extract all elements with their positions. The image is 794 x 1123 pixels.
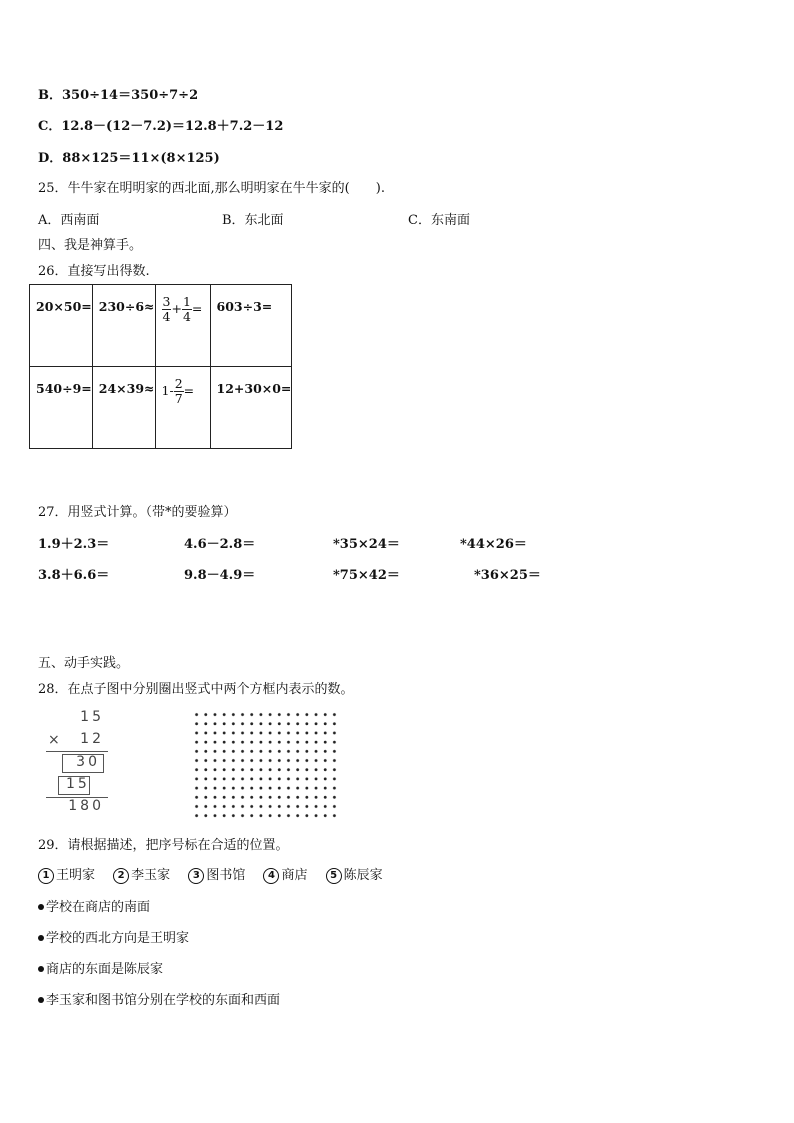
question-29-stem: 29．请根据描述，把序号标在合适的位置。 bbox=[38, 838, 289, 853]
bullet-icon bbox=[38, 904, 44, 910]
legend-item: 1 王明家 bbox=[38, 868, 95, 883]
q27-item: *35×24＝ bbox=[333, 537, 400, 552]
q27-item: 9.8－4.9＝ bbox=[184, 568, 256, 583]
cell-fraction-sum: $\frac{3}{4}$ + $\frac{1}{4}$ = bbox=[155, 285, 210, 367]
clue: 商店的东面是陈辰家 bbox=[38, 958, 163, 977]
section-5-heading: 五、动手实践。 bbox=[38, 656, 130, 671]
mental-math-table bbox=[29, 284, 292, 449]
option-c: C．12.8－(12－7.2)＝12.8＋7.2－12 bbox=[38, 119, 284, 134]
bullet-icon bbox=[38, 966, 44, 972]
cell-603div3: 603÷3= bbox=[210, 285, 292, 367]
clue: 李玉家和图书馆分别在学校的东面和西面 bbox=[38, 989, 280, 1008]
legend-item: 2 李玉家 bbox=[113, 868, 170, 883]
circled-number-2: 2 bbox=[113, 868, 129, 884]
circled-number-5: 5 bbox=[326, 868, 342, 884]
place-legend bbox=[38, 864, 383, 884]
question-26-stem: 26．直接写出得数. bbox=[38, 264, 150, 279]
q27-item: *36×25＝ bbox=[474, 568, 541, 583]
cell-230div6: 230÷6≈ bbox=[92, 285, 155, 367]
legend-item: 3 图书馆 bbox=[188, 868, 245, 883]
clue: 学校在商店的南面 bbox=[38, 896, 150, 915]
q25-option-c: C．东南面 bbox=[408, 213, 470, 228]
vertical-multiplication bbox=[44, 707, 110, 817]
circled-number-3: 3 bbox=[188, 868, 204, 884]
cell-20x50: 20×50= bbox=[30, 285, 93, 367]
dot-grid[interactable] bbox=[192, 710, 340, 820]
clue: 学校的西北方向是王明家 bbox=[38, 927, 189, 946]
question-28-stem: 28．在点子图中分别圈出竖式中两个方框内表示的数。 bbox=[38, 682, 354, 697]
product: 180 bbox=[68, 798, 104, 814]
cell-24x39: 24×39≈ bbox=[92, 367, 155, 449]
question-25-stem: 25．牛牛家在明明家的西北面,那么明明家在牛牛家的( ). bbox=[38, 181, 385, 196]
option-d: D．88×125＝11×(8×125) bbox=[38, 151, 220, 166]
q27-item: 1.9＋2.3＝ bbox=[38, 537, 110, 552]
cell-one-minus-fraction: 1- $\frac{2}{7}$ = bbox=[155, 367, 210, 449]
q27-item: *75×42＝ bbox=[333, 568, 400, 583]
cell-540div9: 540÷9= bbox=[30, 367, 93, 449]
q25-option-b: B．东北面 bbox=[222, 213, 284, 228]
multiplicand: 15 bbox=[80, 709, 104, 725]
q27-item: 4.6－2.8＝ bbox=[184, 537, 256, 552]
legend-item: 4 商店 bbox=[263, 868, 307, 883]
partial-product-1: 30 bbox=[76, 754, 100, 770]
section-4-heading: 四、我是神算手。 bbox=[38, 238, 143, 253]
legend-item: 5 陈辰家 bbox=[326, 868, 383, 883]
bullet-icon bbox=[38, 935, 44, 941]
multiplier: 12 bbox=[80, 731, 104, 747]
bullet-icon bbox=[38, 997, 44, 1003]
times-sign: × bbox=[48, 732, 60, 748]
cell-12plus30x0: 12+30×0= bbox=[210, 367, 292, 449]
q27-item: *44×26＝ bbox=[460, 537, 527, 552]
question-27-stem: 27．用竖式计算。（带*的要验算） bbox=[38, 505, 237, 520]
q25-option-a: A．西南面 bbox=[38, 213, 100, 228]
q27-item: 3.8＋6.6＝ bbox=[38, 568, 110, 583]
circled-number-4: 4 bbox=[263, 868, 279, 884]
option-b: B．350÷14＝350÷7÷2 bbox=[38, 88, 199, 103]
partial-product-2: 15 bbox=[66, 776, 90, 792]
rule-line bbox=[46, 751, 108, 752]
circled-number-1: 1 bbox=[38, 868, 54, 884]
